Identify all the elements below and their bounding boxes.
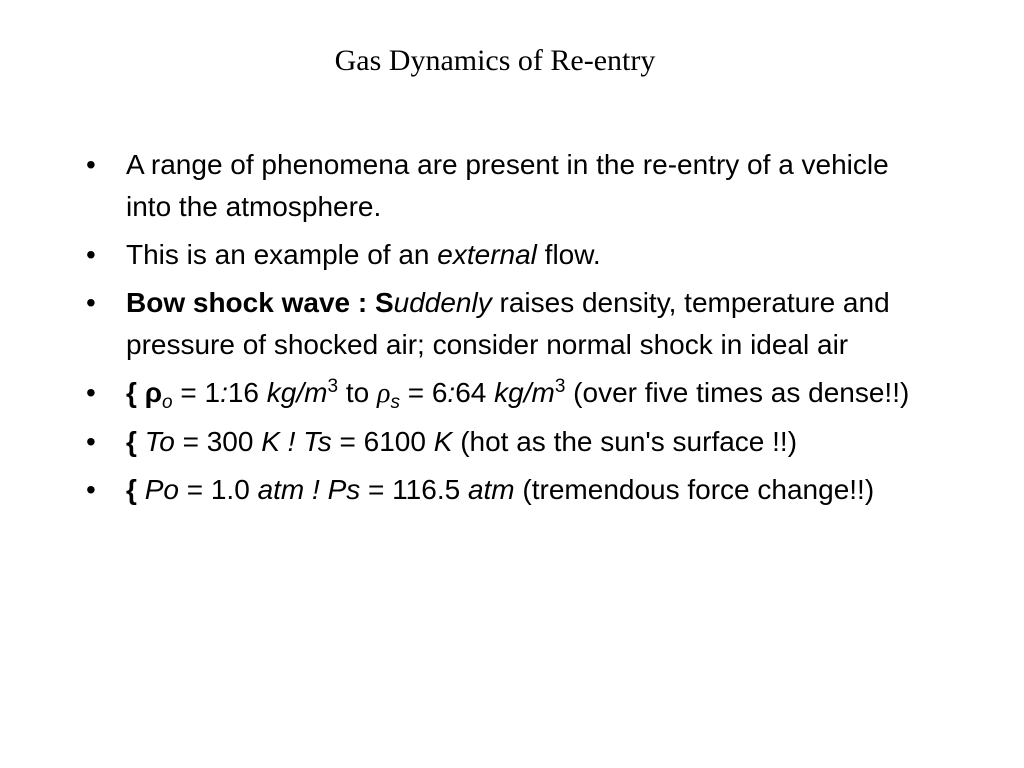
bullet-text: This is an example of an: [126, 239, 438, 270]
bullet-text-end: flow.: [536, 239, 601, 270]
bow-shock-label: Bow shock wave : S: [126, 287, 394, 318]
brace-symbol: {: [126, 377, 145, 408]
equals-value: = 300: [174, 426, 262, 457]
bullet-text: raises density, temperature and pressure of shocked air; consider normal shock in ideal air: [126, 287, 890, 360]
bullet-glyph: •: [86, 474, 96, 505]
bullet-text: (over five times as dense!!): [565, 377, 910, 408]
bullet-text: A range of phenomena are present in the re-entry of a vehicle into the atmosphere.: [126, 149, 889, 222]
superscript-3: 3: [327, 376, 339, 397]
subscript-o: o: [162, 392, 173, 413]
rho-symbol-italic: ρ: [376, 378, 391, 409]
subscript-s: s: [390, 392, 400, 413]
equals-value: = 6: [399, 377, 448, 408]
unit-atm: atm: [467, 474, 515, 505]
bullet-item-external-flow: [86, 234, 916, 276]
bullet-item-pressure: [86, 469, 916, 511]
bullet-text: (tremendous force change!!): [514, 474, 875, 505]
unit-k: K: [433, 426, 453, 457]
colon-separator: :: [447, 377, 456, 408]
superscript-3: 3: [554, 376, 566, 397]
equals-value: = 116.5: [360, 474, 468, 505]
bullet-item-reentry-phenomena: [86, 144, 916, 228]
rho-symbol: ρ: [144, 377, 163, 408]
unit-atm-ps: atm ! Ps: [257, 474, 361, 505]
variable-po: Po: [144, 474, 179, 505]
bullet-text: (hot as the sun's surface !!): [452, 426, 798, 457]
bullet-glyph: •: [86, 239, 96, 270]
brace-symbol: {: [126, 426, 145, 457]
variable-to: To: [144, 426, 175, 457]
bullet-item-temperature: [86, 421, 916, 463]
slide-title: Gas Dynamics of Re-entry: [334, 44, 656, 77]
bullet-glyph: •: [86, 377, 96, 408]
value-text: 16: [227, 377, 267, 408]
bullet-list: [86, 144, 916, 517]
bullet-glyph: •: [86, 426, 96, 457]
equals-value: = 6100: [331, 426, 434, 457]
equals-value: = 1: [172, 377, 221, 408]
bullet-item-bow-shock: [86, 282, 916, 366]
equals-value: = 1.0: [178, 474, 258, 505]
unit-kg-m: kg/m: [494, 377, 555, 408]
emphasis-external: external: [437, 239, 537, 270]
bullet-glyph: •: [86, 149, 96, 180]
brace-symbol: {: [126, 474, 145, 505]
unit-kg-m: kg/m: [266, 377, 328, 408]
unit-k-ts: K ! Ts: [261, 426, 332, 457]
bullet-item-density: [86, 372, 916, 415]
emphasis-suddenly: uddenly: [393, 287, 492, 318]
colon-separator: :: [220, 377, 228, 408]
value-text: 64: [455, 377, 495, 408]
to-text: to: [338, 377, 377, 408]
bullet-glyph: •: [86, 287, 96, 318]
